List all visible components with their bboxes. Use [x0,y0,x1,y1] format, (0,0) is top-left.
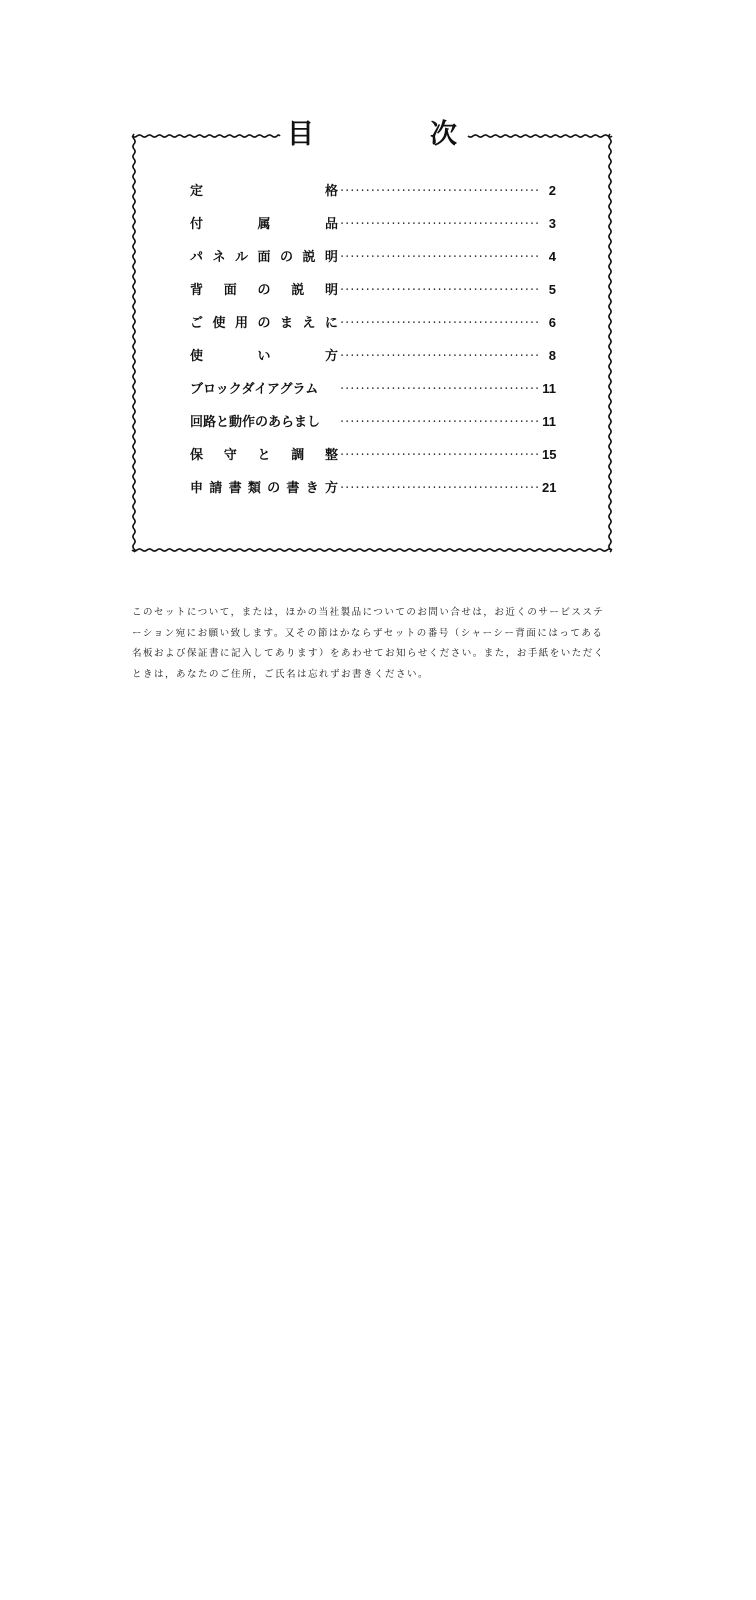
toc-label-part: 守 [223,448,237,463]
toc-leader-dots [340,283,540,298]
toc-page-number: 8 [548,348,556,363]
toc-label-part: 請 [209,481,223,496]
toc-leader-dots [340,481,540,496]
toc-label-part: 整 [324,448,338,463]
toc-label-part: 使 [190,349,204,364]
toc-label-part: 類 [247,481,261,496]
toc-entry [190,180,556,213]
toc-label-part: の [267,481,281,496]
toc-entry [190,246,556,279]
toc-leader-dots [340,250,540,265]
toc-entry-label [190,246,338,265]
toc-entry [190,279,556,312]
toc-label-part: 明 [324,283,338,298]
toc-label-part: 定 [190,184,204,199]
toc-leader-dots [340,349,540,364]
toc-entry-label [190,180,338,199]
toc-label-part: 方 [324,481,338,496]
toc-label-part: 申 [190,481,204,496]
toc-page-number: 4 [548,249,556,264]
toc-label-part: 面 [257,250,271,265]
toc-label-part: き [305,481,319,496]
toc-page-number: 5 [548,282,556,297]
toc-label-part: 説 [291,283,305,298]
toc-entry [190,444,556,477]
toc-label-part: 背 [190,283,204,298]
toc-leader-dots [340,448,540,463]
toc-label-part: い [257,349,271,364]
toc-label-part: の [257,316,271,331]
toc-label-part: 方 [324,349,338,364]
toc-entry-label [190,411,338,430]
notice-line: 名板および保証書に記入してあります）をあわせてお知らせください。また，お手紙をいただく [132,648,605,659]
toc-label-part: に [324,316,338,331]
toc-label-part: 調 [291,448,305,463]
toc-label-part: 品 [324,217,338,232]
toc-label-part: 保 [190,448,204,463]
toc-entry [190,411,556,444]
toc-entry [190,345,556,378]
toc-entry-label [190,213,338,232]
toc-label-part: 面 [223,283,237,298]
toc-label-part: ル [234,250,248,265]
toc-label-part: 書 [286,481,300,496]
toc-label-part: 付 [190,217,204,232]
toc-label-part: の [279,250,293,265]
toc-label-part: 説 [302,250,316,265]
toc-page-number: 2 [548,183,556,198]
toc-page-number: 3 [548,216,556,231]
toc-page-number: 6 [548,315,556,330]
toc-label-part: と [257,448,271,463]
toc-entry [190,477,556,510]
notice-line: ときは，あなたのご住所，ご氏名は忘れずお書きください。 [132,668,430,680]
toc-label-part: 属 [257,217,271,232]
toc-label-part: 明 [324,250,338,265]
toc-label-part: 使 [212,316,226,331]
toc-entry-label [190,345,338,364]
toc-label-part: 格 [324,184,338,199]
toc-entry-label [190,444,338,463]
toc-leader-dots [340,415,540,430]
toc-leader-dots [340,184,540,199]
toc-label-part: ブロックダイアグラム [190,382,319,397]
toc-label-part: 用 [234,316,248,331]
toc-leader-dots [340,217,540,232]
title-char-right: 次 [426,118,461,152]
toc-label-part: パ [190,250,204,265]
toc-label-part: の [257,283,271,298]
toc-entry-label [190,312,338,331]
toc-entry-label [190,378,338,397]
toc-entry [190,312,556,345]
toc-page-number: 21 [542,480,557,495]
toc-label-part: ご [190,316,204,331]
toc-leader-dots [340,382,540,397]
table-of-contents [190,180,556,510]
toc-page-number: 11 [542,381,556,396]
toc-page-number: 11 [542,414,556,429]
toc-entry [190,213,556,246]
toc-label-part: 回路と動作のあらまし [190,415,321,430]
toc-entry-label [190,279,338,298]
toc-label-part: 書 [228,481,242,496]
title-char-left: 目 [283,118,318,152]
toc-entry-label [190,477,338,496]
toc-page-number: 15 [542,447,557,462]
toc-leader-dots [340,316,540,331]
toc-label-part: ま [279,316,293,331]
notice-line: このセットについて，または，ほかの当社製品についてのお問い合せは，お近くのサービスステ [132,607,605,618]
notice-line: ーション宛にお願い致します。又その節はかならずセットの番号（シャーシー背面にはってある [132,627,604,639]
toc-label-part: え [302,316,316,331]
toc-entry [190,378,556,411]
inquiry-notice [132,603,612,685]
toc-label-part: ネ [212,250,226,265]
